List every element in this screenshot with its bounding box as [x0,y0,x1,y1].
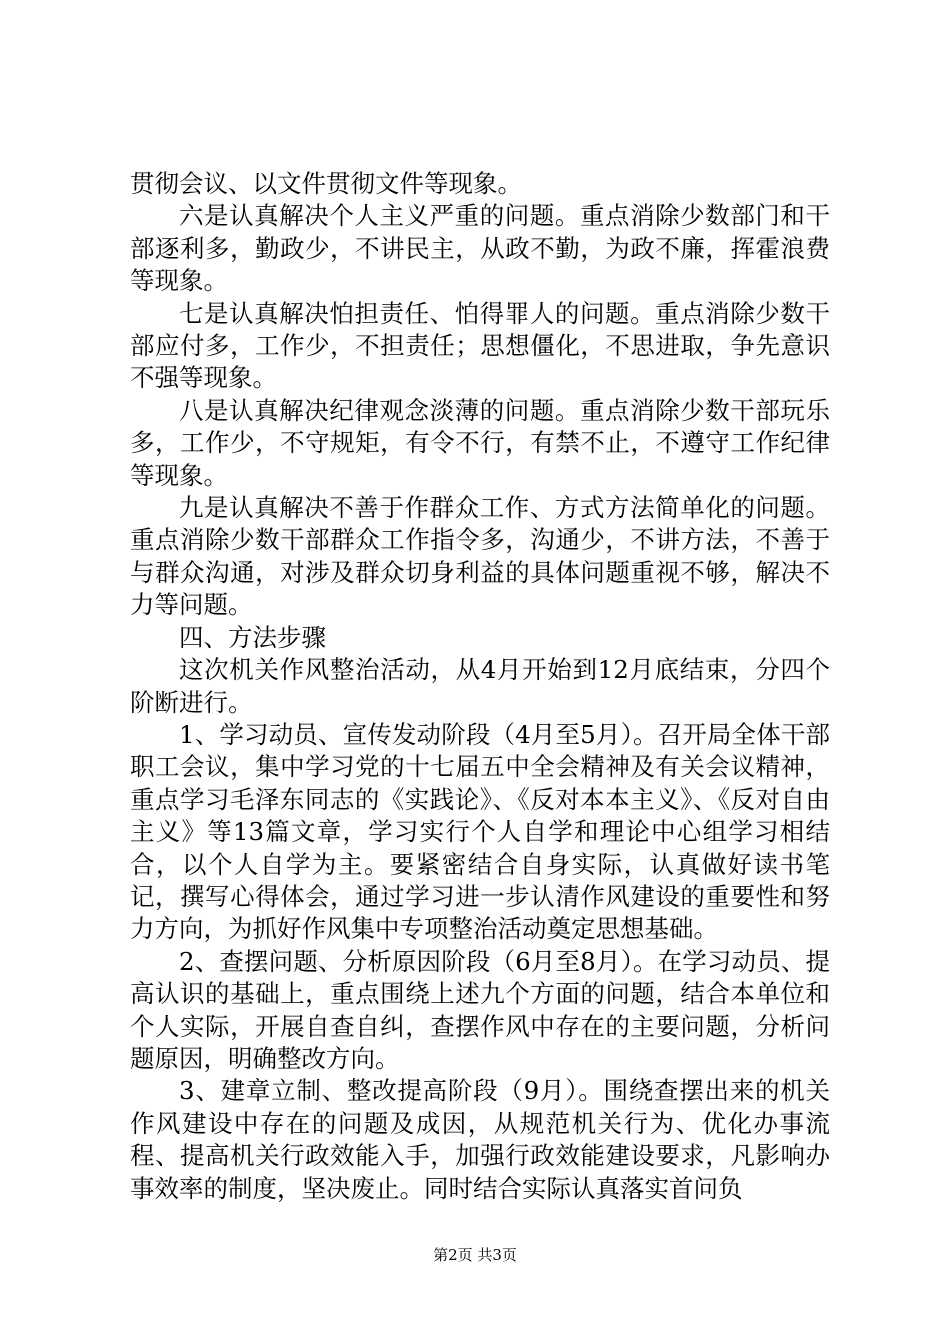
page-number: 第2页 共3页 [433,1246,517,1264]
paragraph-item-seven: 七是认真解决怕担责任、怕得罪人的问题。重点消除少数干部应付多，工作少，不担责任；思想僵化，不思进取，争先意识不强等现象。 [130,298,830,393]
paragraph-stage-two: 2、查摆问题、分析原因阶段（6月至8月）。在学习动员、提高认识的基础上，重点围绕上述九个方面的问题，结合本单位和个人实际，开展自查自纠，查摆作风中存在的主要问题，分析问题原因，明确整改方向。 [130,946,830,1073]
section-heading-methods: 四、方法步骤 [179,622,326,652]
paragraph-stage-one: 1、学习动员、宣传发动阶段（4月至5月）。召开局全体干部职工会议，集中学习党的十七届五中全会精神及有关会议精神，重点学习毛泽东同志的《实践论》、《反对本本主义》、《反对自由主义》等13篇文章，学习实行个人自学和理论中心组学习相结合，以个人自学为主。要紧密结合自身实际，认真做好读书笔记，撰写心得体会，通过学习进一步认清作风建设的重要性和努力方向，为抓好作风集中专项整治活动奠定思想基础。 [130,719,830,944]
paragraph-continued: 贯彻会议、以文件贯彻文件等现象。 [130,169,522,198]
paragraph-activity-overview: 这次机关作风整治活动，从4月开始到12月底结束，分四个阶断进行。 [130,655,830,717]
paragraph-stage-three: 3、建章立制、整改提高阶段（9月）。围绕查摆出来的机关作风建设中存在的问题及成因，从规范机关行为、优化办事流程、提高机关行政效能入手，加强行政效能建设要求，凡影响办事效率的制度，坚决废止。同时结合实际认真落实首问负 [130,1076,830,1203]
paragraph-item-nine: 九是认真解决不善于作群众工作、方式方法简单化的问题。重点消除少数干部群众工作指令多，沟通少，不讲方法，不善于与群众沟通，对涉及群众切身利益的具体问题重视不够，解决不力等问题。 [130,493,830,620]
document-body [130,168,830,1205]
paragraph-item-six: 六是认真解决个人主义严重的问题。重点消除少数部门和干部逐利多，勤政少，不讲民主，从政不勤，为政不廉，挥霍浪费等现象。 [130,201,830,296]
paragraph-item-eight: 八是认真解决纪律观念淡薄的问题。重点消除少数干部玩乐多，工作少，不守规矩，有令不行，有禁不止，不遵守工作纪律等现象。 [130,395,830,490]
page-footer [0,1245,950,1265]
